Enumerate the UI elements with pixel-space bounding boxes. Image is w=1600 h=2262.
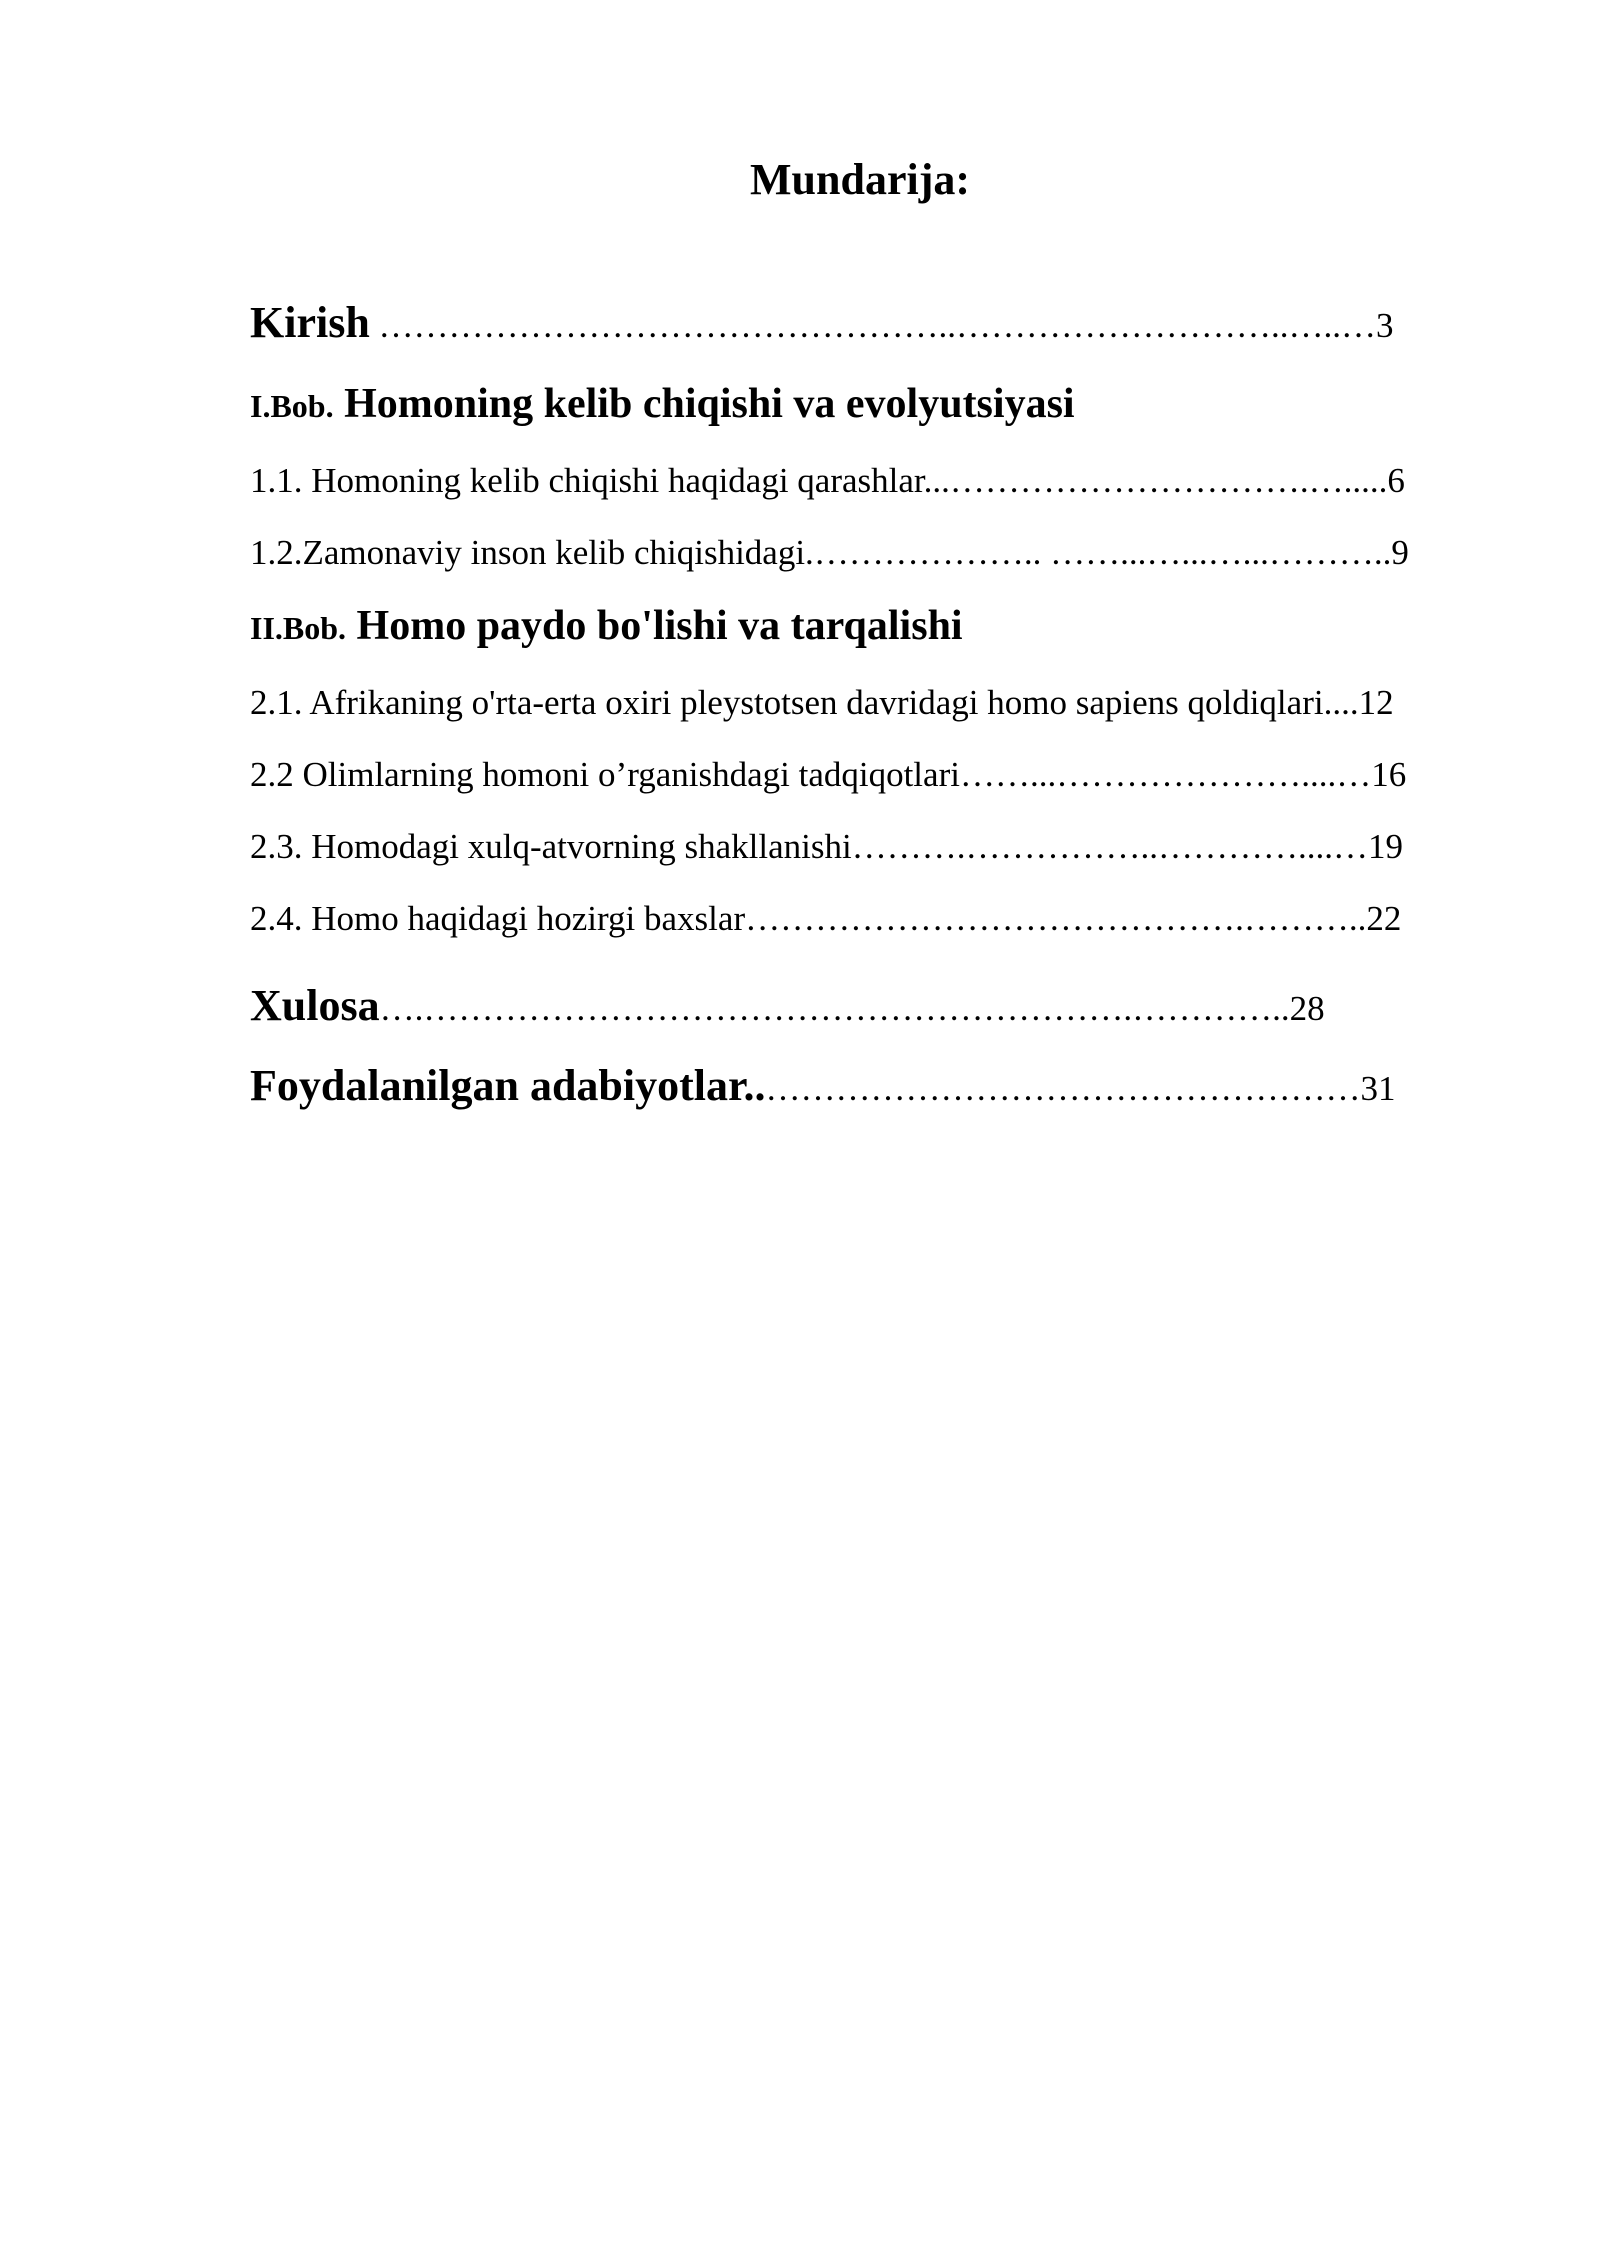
toc-leader-dots: …………………………………………..………………………..…..… — [369, 306, 1377, 345]
toc-leader-dots: ……….……………..…………....… — [851, 827, 1368, 866]
toc-entry-kirish — [250, 297, 1394, 350]
toc-leader-dots: ……...…………………....… — [959, 755, 1372, 794]
toc-page-number: 19 — [1367, 827, 1403, 866]
toc-leader-dots: ….…………………………………………………….………….. — [379, 989, 1290, 1028]
toc-page-number: 6 — [1387, 461, 1405, 500]
toc-page-number: 16 — [1371, 755, 1407, 794]
toc-entry-2-3 — [250, 826, 1403, 868]
toc-leader-dots: ……………….. ……...…...…...……….. — [813, 533, 1392, 572]
toc-entry-label: 2.4. Homo haqidagi hozirgi baxslar — [250, 899, 746, 938]
toc-page-number: 31 — [1360, 1069, 1396, 1108]
toc-chapter-title: Homo paydo bo'lishi va tarqalishi — [346, 603, 963, 649]
toc-leader-dots: …………………………………….……….. — [745, 899, 1367, 938]
toc-entry-label: 2.3. Homodagi xulq-atvorning shakllanishi — [250, 827, 852, 866]
toc-entry-label: 1.2.Zamonaviy inson kelib chiqishidagi. — [250, 533, 814, 572]
toc-chapter-title: Homoning kelib chiqishi va evolyutsiyasi — [333, 381, 1075, 427]
toc-entry-1-2 — [250, 532, 1409, 574]
toc-page-number: 3 — [1376, 306, 1394, 345]
toc-entry-xulosa — [250, 980, 1325, 1033]
toc-entry-label: Kirish — [250, 298, 370, 347]
toc-leader-dots: …………………………………………… — [765, 1069, 1361, 1108]
toc-chapter-1 — [250, 379, 1075, 429]
toc-chapter-prefix: II.Bob. — [250, 610, 347, 646]
toc-entry-2-4 — [250, 898, 1401, 940]
toc-entry-label: 2.1. Afrikaning o'rta-erta oxiri pleystotsen davridagi homo sapiens qoldiqlari.... — [250, 683, 1359, 722]
toc-page-number: 12 — [1358, 683, 1394, 722]
toc-entry-2-1 — [250, 682, 1394, 724]
toc-chapter-2 — [250, 601, 963, 651]
toc-leader-dots: ………………………….…..... — [949, 461, 1388, 500]
toc-page-number: 9 — [1391, 533, 1409, 572]
toc-entry-label: Xulosa — [250, 981, 380, 1030]
toc-chapter-prefix: I.Bob. — [250, 388, 334, 424]
toc-page-number: 22 — [1366, 899, 1402, 938]
toc-entry-1-1 — [250, 460, 1405, 502]
toc-entry-label: 1.1. Homoning kelib chiqishi haqidagi qarashlar... — [250, 461, 950, 500]
toc-entry-label: Foydalanilgan adabiyotlar.. — [250, 1061, 766, 1110]
toc-entry-adabiyotlar — [250, 1060, 1396, 1113]
toc-entry-2-2 — [250, 754, 1406, 796]
page-title: Mundarija: — [750, 155, 970, 204]
toc-page-number: 28 — [1289, 989, 1325, 1028]
toc-entry-label: 2.2 Olimlarning homoni o’rganishdagi tadqiqotlari — [250, 755, 960, 794]
